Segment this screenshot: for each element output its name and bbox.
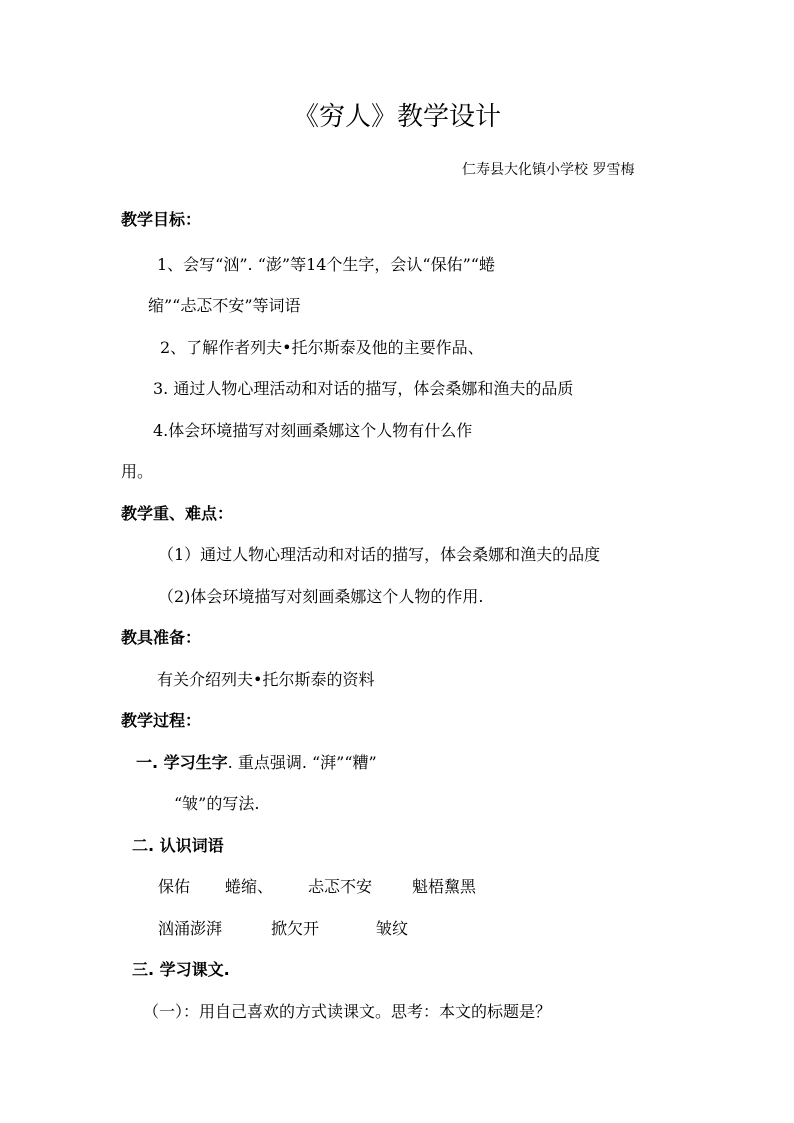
- vocab-word: 蜷缩、: [225, 877, 274, 896]
- vocab-word: 魁梧黧黑: [412, 877, 477, 896]
- key-point-item: （1）通过人物心理活动和对话的描写，体会桑娜和渔夫的品度: [158, 545, 601, 564]
- process-step-1-detail: . 重点强调. “湃”“糟”: [227, 753, 377, 772]
- objective-item: 3. 通过人物心理活动和对话的描写，体会桑娜和渔夫的品质: [153, 379, 574, 398]
- process-heading: 教学过程：: [121, 711, 202, 730]
- materials-heading: 教具准备：: [121, 628, 202, 647]
- objective-item: 4.体会环境描写对刻画桑娜这个人物有什么作: [153, 421, 473, 440]
- key-point-item: （2)体会环境描写对刻画桑娜这个人物的作用.: [158, 587, 484, 606]
- vocab-word: 忐忑不安: [308, 877, 373, 896]
- objective-item: 1、会写“汹”. “澎”等14个生字，会认“保佑”“蜷: [157, 255, 495, 274]
- process-step-3-sub: （一）：用自己喜欢的方式读课文。思考：本文的标题是？: [143, 1002, 552, 1021]
- objective-item: 用。: [121, 462, 154, 481]
- vocab-word: 汹涌澎湃: [158, 919, 223, 938]
- vocab-word: 掀欠开: [271, 919, 320, 938]
- process-step-1-continued: “皱”的写法.: [174, 794, 260, 813]
- objectives-heading: 教学目标：: [121, 210, 202, 229]
- objective-item: 2、了解作者列夫•托尔斯泰及他的主要作品、: [160, 338, 484, 357]
- key-points-heading: 教学重、难点：: [121, 504, 234, 523]
- process-step-1: [136, 753, 377, 773]
- author-line: 仁寿县大化镇小学校 罗雪梅: [462, 162, 635, 178]
- process-step-3: 三. 学习课文.: [132, 960, 230, 979]
- process-step-2: 二. 认识词语: [132, 836, 224, 855]
- document-title: 《穷人》教学设计: [292, 102, 501, 132]
- vocab-word: 保佑: [158, 877, 191, 896]
- vocab-word: 皱纹: [376, 919, 409, 938]
- process-step-1-title: 一. 学习生字: [136, 753, 228, 772]
- objective-item: 缩”“忐忑不安”等词语: [148, 296, 301, 315]
- materials-item: 有关介绍列夫•托尔斯泰的资料: [157, 670, 375, 689]
